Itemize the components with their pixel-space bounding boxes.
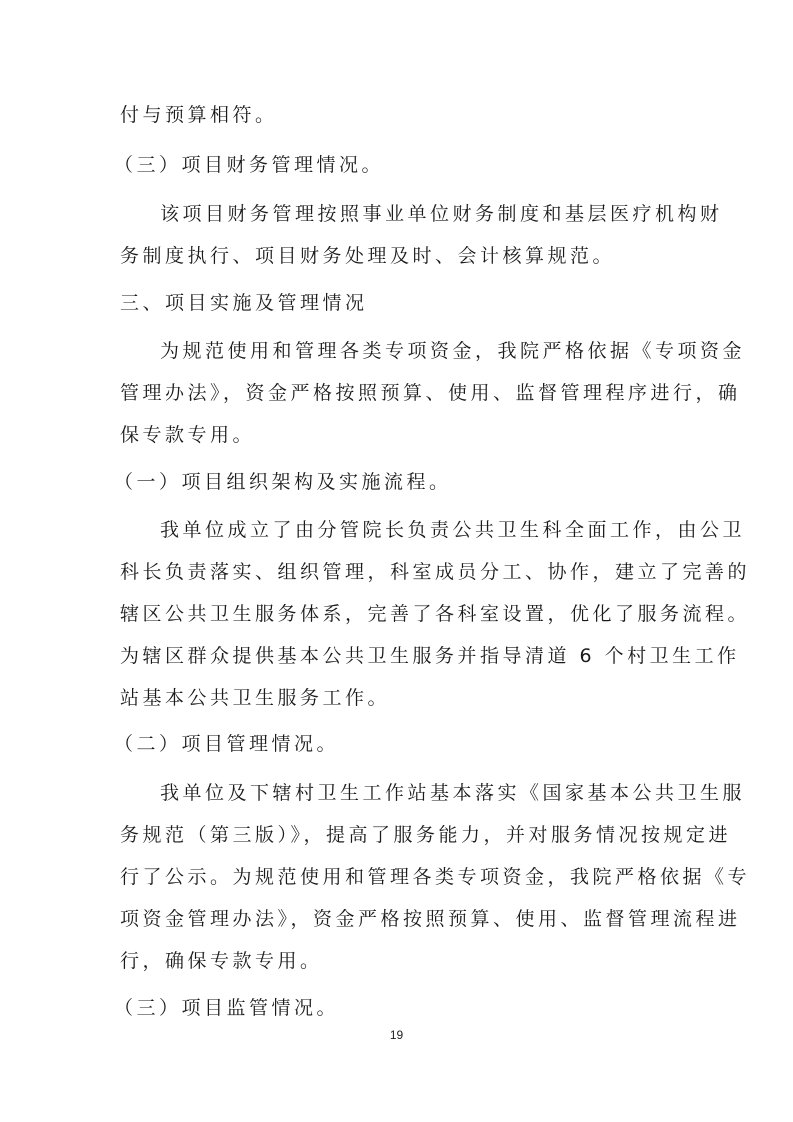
section-heading: （三）项目监管情况。 xyxy=(114,997,340,1019)
page-number: 19 xyxy=(389,1028,404,1042)
paragraph-line: 科长负责落实、组织管理，科室成员分工、协作，建立了完善的 xyxy=(120,561,751,583)
paragraph-line: 保专款专用。 xyxy=(120,424,256,446)
paragraph-line: 该项目财务管理按照事业单位财务制度和基层医疗机构财 xyxy=(160,203,723,225)
paragraph-line: 为辖区群众提供基本公共卫生服务并指导清道 6 个村卫生工作 xyxy=(120,645,740,667)
paragraph-line: 行了公示。为规范使用和管理各类专项资金，我院严格依据《专 xyxy=(120,866,751,888)
paragraph-line: 务规范（第三版）》，提高了服务能力，并对服务情况按规定进 xyxy=(120,824,732,846)
paragraph-line: 项资金管理办法》，资金严格按照预算、使用、监督管理流程进 xyxy=(120,908,741,930)
section-heading: 三、项目实施及管理情况 xyxy=(120,292,368,314)
paragraph-line: 管理办法》，资金严格按照预算、使用、监督管理程序进行，确 xyxy=(120,382,741,404)
section-heading: （三）项目财务管理情况。 xyxy=(114,154,385,176)
paragraph-line: 为规范使用和管理各类专项资金，我院严格依据《专项资金 xyxy=(160,340,746,362)
paragraph-line: 辖区公共卫生服务体系，完善了各科室设置，优化了服务流程。 xyxy=(120,603,751,625)
section-heading: （一）项目组织架构及实施流程。 xyxy=(114,471,452,493)
paragraph-line: 行，确保专款专用。 xyxy=(120,950,323,972)
paragraph-line: 付与预算相符。 xyxy=(120,104,278,126)
section-heading: （二）项目管理情况。 xyxy=(114,733,340,755)
paragraph-line: 我单位成立了由分管院长负责公共卫生科全面工作，由公卫 xyxy=(160,519,746,541)
paragraph-line: 我单位及下辖村卫生工作站基本落实《国家基本公共卫生服 xyxy=(160,782,746,804)
paragraph-line: 务制度执行、项目财务处理及时、会计核算规范。 xyxy=(120,245,616,267)
paragraph-line: 站基本公共卫生服务工作。 xyxy=(120,687,391,709)
